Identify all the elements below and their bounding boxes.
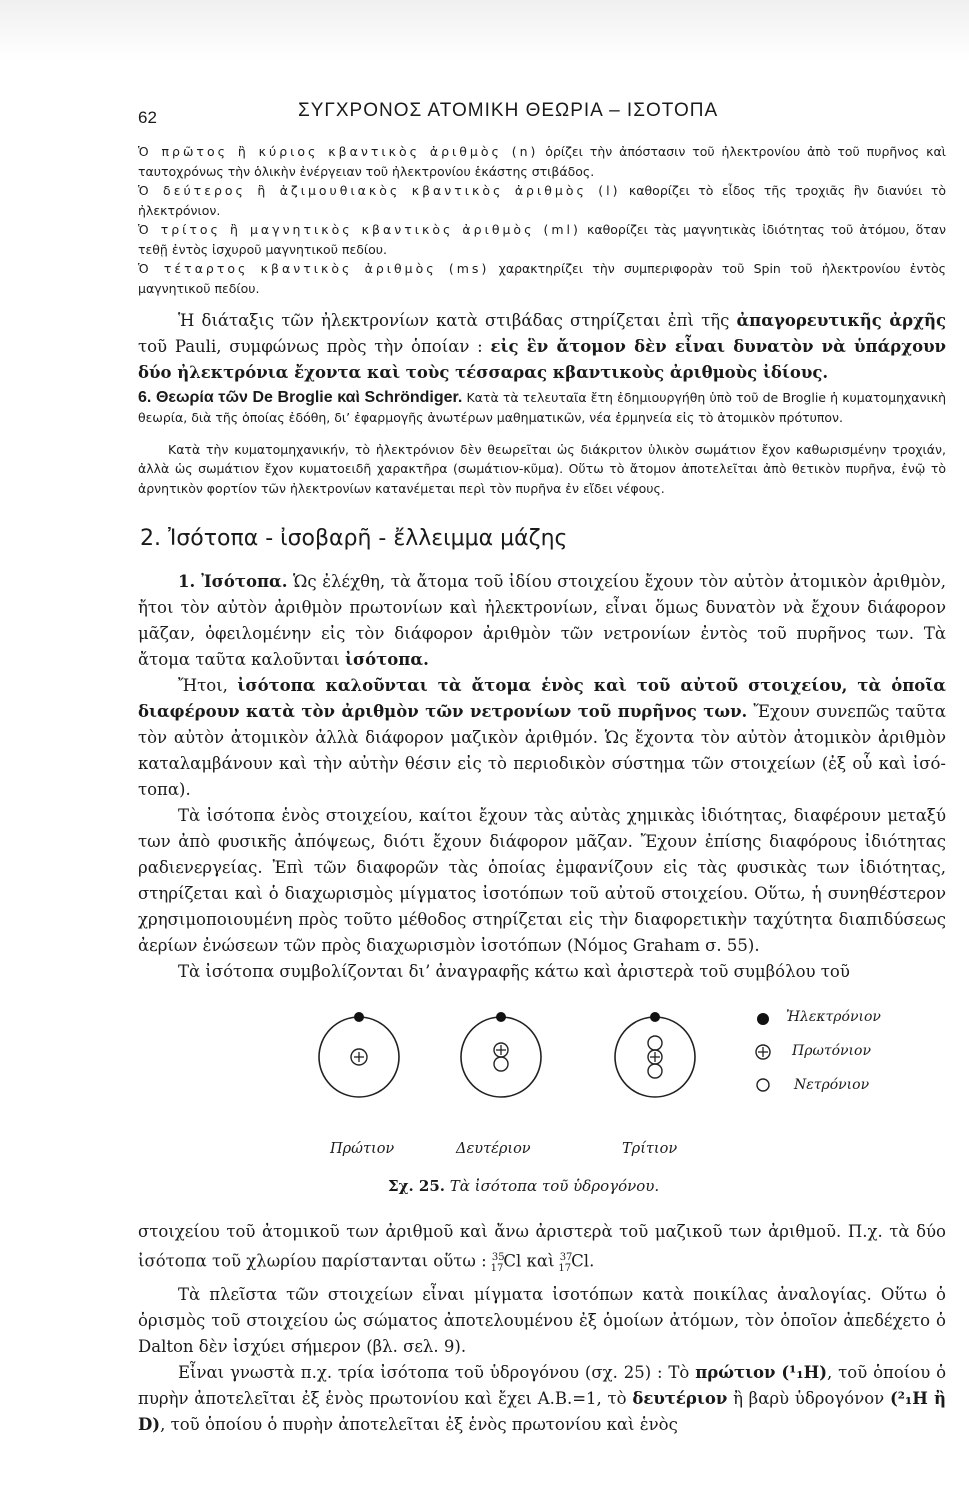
legend-electron-symbol bbox=[757, 1013, 769, 1025]
quantum-number-item: Ὁ τρίτος ἢ μαγνητικὸς κβαντικὸς ἀριθμὸς (ml) καθορίζει τὰς μαγνητικὰς ἰδιότητας τοῦ ἀτόμου, ὅταν τεθῇ ἐντὸς ἰσχυροῦ μαγνητικοῦ πεδίου. bbox=[138, 222, 946, 257]
legend-electron: Ἠλεκτρόνιον bbox=[786, 1009, 881, 1025]
isotopes-paragraph-1: 1. Ἰσότοπα. Ὡς ἐλέχθη, τὰ ἄτομα τοῦ ἰδίου στοιχείου ἔχουν τὸν αὐτὸν ἀτομικὸν ἀριθμὸν, ἤτοι τὸν αὐτὸν ἀριθμὸν πρωτονίων καὶ ἠλεκτρονίων, εἶναι ὅμως δυνατὸν νὰ ἔχουν διάφορον μᾶζαν, ὀφειλομένην εἰς τὸν διάφορον ἀριθμὸν τῶν νετρονίων ἐντὸς τοῦ πυρῆνος των. Τὰ ἄτομα ταῦτα καλοῦνται ἰσότοπα. bbox=[138, 572, 946, 669]
legend-neutron: Νετρόνιον bbox=[794, 1077, 870, 1093]
section-6-paragraph: 6. Θεωρία τῶν De Broglie καὶ Schröndiger. Κατὰ τὰ τελευταῖα ἔτη ἐδημιουργήθη ὑπὸ τοῦ de Broglie ἡ κυματομηχανικὴ θεωρία, διὰ τῆς ὁποίας ἐδόθη, δι’ ἐφαρμογῆς ἀνωτέρων μαθηματικῶν, νέα ἑρμηνεία εἰς τὸ ἀτομικὸν πρότυπον. bbox=[138, 389, 946, 425]
label-deuterium: Δευτέριον bbox=[456, 1141, 531, 1157]
neutron-circle bbox=[648, 1036, 662, 1050]
figure-caption: Σχ. 25. Τὰ ἰσότοπα τοῦ ὑδρογόνου. bbox=[388, 1177, 660, 1195]
isotopes-paragraph-2: Ἤτοι, ἰσότοπα καλοῦνται τὰ ἄτομα ἑνὸς καὶ τοῦ αὐτοῦ στοιχείου, τὰ ὁποῖα διαφέρουν κατὰ τὸν ἀριθμὸν τῶν νετρονίων τοῦ πυρῆνος των. Ἔχουν συνεπῶς ταῦτα τὸν αὐτὸν ἀτομικὸν ἀλλὰ διάφορον μαζικὸν ἀριθμόν. Ὡς ἔχοντα τὸν αὐτὸν ἀτομικὸν ἀριθμὸν καταλαμβάνουν καὶ τὴν αὐτὴν θέσιν εἰς τὸ περιοδικὸν σύστημα τῶν στοιχείων (ἐξ οὗ καὶ ἰσό-τοπα). bbox=[138, 676, 946, 799]
label-tritium: Τρίτιον bbox=[622, 1141, 678, 1157]
neutron-circle bbox=[494, 1057, 508, 1071]
legend-neutron-symbol bbox=[757, 1079, 769, 1091]
quantum-number-item: Ὁ τέταρτος κβαντικὸς ἀριθμὸς (ms) χαρακτηρίζει τὴν συμπεριφορὰν τοῦ Spin τοῦ ἠλεκτρονίου ἐντὸς μαγνητικοῦ πεδίου. bbox=[138, 261, 946, 296]
chlorine-paragraph: στοιχείου τοῦ ἀτομικοῦ των ἀριθμοῦ καὶ ἄνω ἀριστερὰ τοῦ μαζικοῦ των ἀριθμοῦ. Π.χ. τὰ δύο ἰσότοπα τοῦ χλωρίου παρίστανται οὕτω : $^{35}_{17}$Cl καὶ $^{37}_{17}$Cl. bbox=[138, 1219, 946, 1282]
tritium-atom bbox=[615, 1012, 695, 1097]
cl35-notation: $^{35}_{17}$Cl bbox=[490, 1251, 522, 1274]
neutron-circle bbox=[648, 1064, 662, 1078]
cl37-notation: $^{37}_{17}$Cl bbox=[558, 1251, 590, 1274]
mixtures-paragraph: Τὰ πλεῖστα τῶν στοιχείων εἶναι μίγματα ἰσοτόπων κατὰ ποικίλας ἀναλογίας. Οὕτω ὁ ὁρισμὸς τοῦ στοιχείου ὡς σώματος ἀποτελουμένου ἐξ ὁμοίων ἀτόμων, τὸν ὁποῖον ἀπεδέχετο ὁ Dalton δὲν ἰσχύει σήμερον (βλ. σελ. 9). bbox=[138, 1284, 946, 1356]
electron-dot bbox=[496, 1012, 506, 1022]
quantum-number-item: Ὁ πρῶτος ἢ κύριος κβαντικὸς ἀριθμὸς (n) ὁρίζει τὴν ἀπόστασιν τοῦ ἠλεκτρονίου ἀπὸ τοῦ πυρῆνος καὶ ταυτοχρόνως τὴν ὁλικὴν ἐνέργειαν τοῦ ἠλεκτρονίου ἑκάστης στιβάδος. bbox=[138, 144, 946, 179]
section-6-heading: 6. Θεωρία τῶν De Broglie καὶ Schröndiger. bbox=[138, 389, 463, 406]
quantum-numbers-list bbox=[138, 142, 946, 298]
page-header bbox=[138, 100, 958, 130]
label-protium: Πρώτιον bbox=[330, 1141, 395, 1157]
running-title: ΣΥΓΧΡΟΝΟΣ ΑΤΟΜΙΚΗ ΘΕΩΡΙΑ – ΙΣΟΤΟΠΑ bbox=[298, 100, 719, 121]
legend-proton: Πρωτόνιον bbox=[792, 1043, 871, 1059]
section-2-heading: 2. Ἰσότοπα - ἰσοβαρῆ - ἔλλειμμα μάζης bbox=[140, 526, 568, 551]
electron-dot bbox=[650, 1012, 660, 1022]
page-number: 62 bbox=[138, 108, 157, 127]
pauli-paragraph: Ἡ διάταξις τῶν ἠλεκτρονίων κατὰ στιβάδας στηρίζεται ἐπὶ τῆς ἀπαγορευτικῆς ἀρχῆς τοῦ Pauli, συμφώνως πρὸς τὴν ὁποίαν : εἰς ἓν ἄτομον δὲν εἶναι δυνατὸν νὰ ὑπάρχουν δύο ἠλεκτρόνια ἔχοντα καὶ τοὺς τέσσαρας κβαντικοὺς ἀριθμοὺς ἰδίους. bbox=[138, 311, 947, 382]
isotopes-paragraph-4: Τὰ ἰσότοπα συμβολίζονται δι’ ἀναγραφῆς κάτω καὶ ἀριστερὰ τοῦ συμβόλου τοῦ bbox=[178, 962, 850, 981]
bleed-through-shadow bbox=[0, 0, 969, 60]
page-body bbox=[138, 142, 946, 1438]
isotopes-paragraph-3: Τὰ ἰσότοπα ἑνὸς στοιχείου, καίτοι ἔχουν τὰς αὐτὰς χημικὰς ἰδιότητας, διαφέρουν μεταξύ των ἀπὸ φυσικῆς ἀπόψεως, διότι ἔχουν διάφορον μᾶζαν. Ἔχουν ἐπίσης διαφόρους ἰδιότητας ραδιενεργείας. Ἐπὶ τῶν διαφορῶν τὰς ὁποίας ἐμφανίζουν εἰς τὰς φυσικὰς των ἰδιότητας, στηρίζεται καὶ ὁ διαχωρισμὸς μίγματος ἰσοτόπων τοῦ αὐτοῦ στοιχείου. Οὕτω, ἡ συνηθέστερον χρησιμοποιουμένη πρὸς τοῦτο μέθοδος στηρίζεται εἰς τὴν διαφορετικὴν ταχύτητα διαπιδύσεως ἀερίων ἐνώσεων τῶν πρὸς διαχωρισμὸν ἰσοτόπων (Νόμος Graham σ. 55). bbox=[138, 806, 946, 955]
figure-hydrogen-isotopes bbox=[138, 997, 946, 1195]
wave-mechanics-paragraph: Κατὰ τὴν κυματομηχανικήν, τὸ ἠλεκτρόνιον δὲν θεωρεῖται ὡς διάκριτον ὑλικὸν σωμάτιον ἔχον καθωρισμένην τροχιάν, ἀλλὰ ὡς σωμάτιον ἔχον κυματοειδῆ χαρακτῆρα (σωμάτιον-κῦμα). Οὕτω τὸ ἄτομον ἀποτελεῖται ἀπὸ θετικὸν πυρῆνα, ἐνῷ τὸ ἀρνητικὸν φορτίον τῶν ἠλεκτρονίων κατανέμεται περὶ τὸν πυρῆνα ἐν εἴδει νέφους. bbox=[138, 441, 946, 496]
protium-atom bbox=[319, 1012, 399, 1097]
after-figure-text bbox=[138, 1219, 946, 1438]
electron-dot bbox=[354, 1012, 364, 1022]
deuterium-atom bbox=[461, 1012, 541, 1097]
quantum-number-item: Ὁ δεύτερος ἢ ἀζιμουθιακὸς κβαντικὸς ἀριθμὸς (l) καθορίζει τὸ εἶδος τῆς τροχιᾶς ἣν διανύει τὸ ἠλεκτρόνιον. bbox=[138, 183, 946, 218]
hydrogen-isotopes-paragraph: Εἶναι γνωστὰ π.χ. τρία ἰσότοπα τοῦ ὑδρογόνου (σχ. 25) : Τὸ πρώτιον (¹₁H), τοῦ ὁποίου ὁ πυρὴν ἀποτελεῖται ἐξ ἑνὸς πρωτονίου καὶ ἔχει Α.Β.=1, τὸ δευτέριον ἢ βαρὺ ὑδρογόνον (²₁H ἢ D), τοῦ ὁποίου ὁ πυρὴν ἀποτελεῖται ἐξ ἑνὸς πρωτονίου καὶ ἑνὸς bbox=[138, 1362, 947, 1434]
